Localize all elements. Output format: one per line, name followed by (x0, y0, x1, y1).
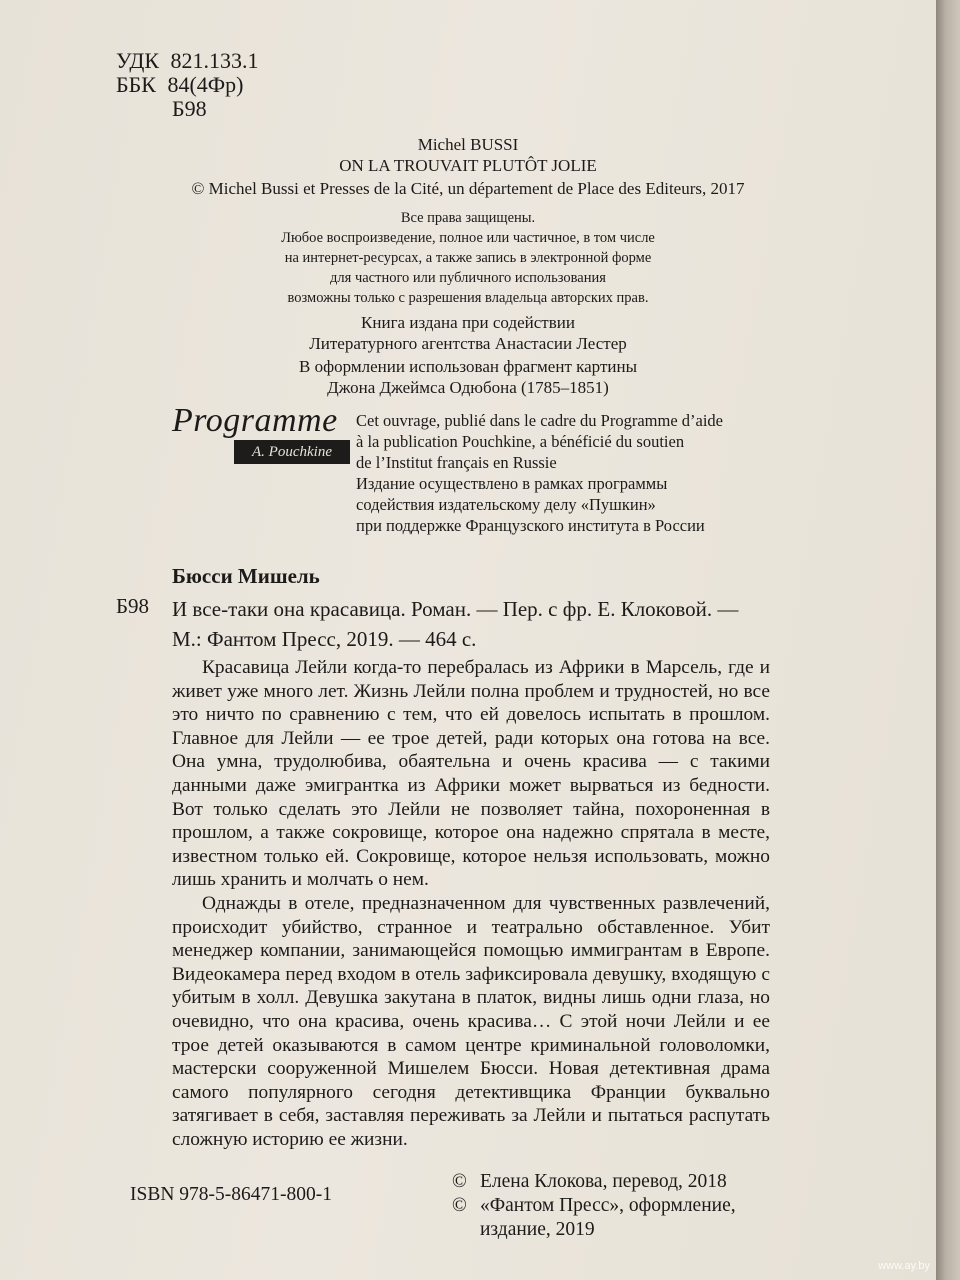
programme-pouchkine-logo (172, 402, 350, 466)
bbk-value: 84(4Фр) (167, 72, 244, 97)
programme-line: à la publication Pouchkine, a bénéficié du soutien (356, 432, 685, 451)
bbk-label: ББК (116, 72, 156, 97)
copyright-symbol: © (452, 1195, 467, 1216)
original-title: ON LA TROUVAIT PLUTÔT JOLIE (339, 156, 597, 175)
rights-line: Любое воспроизведение, полное или частичное, в том числе (281, 230, 655, 246)
programme-line: содействия издательскому делу «Пушкин» (356, 495, 656, 514)
watermark: www.ay.by (878, 1260, 930, 1272)
rights-line: возможны только с разрешения владельца авторских прав. (287, 290, 649, 306)
author-heading: Бюсси Мишель (172, 564, 320, 588)
pouchkine-signature-plaque: A. Pouchkine (234, 440, 350, 464)
programme-line: de l’Institut français en Russie (356, 453, 557, 472)
bibliographic-line: И все-таки она красавица. Роман. — Пер. с фр. Е. Клоковой. — (172, 597, 739, 621)
copyright-symbol: © (452, 1171, 467, 1192)
udk-label: УДК (116, 48, 160, 73)
udk-value: 821.133.1 (170, 48, 259, 73)
programme-line: при поддержке Французского института в России (356, 516, 705, 535)
programme-logo-word: Programme (172, 402, 338, 439)
book-spine-edge (936, 0, 960, 1280)
agency-line: Литературного агентства Анастасии Лестер (309, 334, 627, 353)
bibliographic-line: М.: Фантом Пресс, 2019. — 464 с. (172, 627, 477, 651)
cover-art-line: В оформлении использован фрагмент картины (299, 357, 637, 376)
cutter-code: Б98 (172, 96, 207, 121)
bbk-line (116, 72, 244, 98)
annotation-paragraph: Однажды в отеле, предназначенном для чувственных развлечений, происходит убийство, странное и театрально обставленное. Убит менеджер компании, занимающейся помощью иммигрантам в Европе. Видеокамера перед входом в отель зафиксировала девушку, входящую с убитым в холл. Девушка закутана в платок, видны лишь одни глаза, но очевидно, что она красива, очень красива… С этой ночи Лейли и ее трое детей оказываются в самом центре криминальной головоломки, мастерски сооруженной Мишелем Бюсси. Новая детективная драма самого популярного сегодня детективщика Франции буквально затягивает в себя, заставляя переживать за Лейли и пытаться распутать сложную историю ее жизни. (172, 892, 770, 1150)
original-copyright: © Michel Bussi et Presses de la Cité, un département de Place des Editeurs, 2017 (191, 179, 745, 198)
isbn: ISBN 978-5-86471-800-1 (130, 1184, 333, 1205)
copyright-line: издание, 2019 (480, 1219, 595, 1240)
cover-art-line: Джона Джеймса Одюбона (1785–1851) (327, 378, 609, 397)
annotation (172, 656, 770, 1151)
annotation-paragraph: Красавица Лейли когда-то перебралась из Африки в Марсель, где и живет уже много лет. Жизнь Лейли полна проблем и трудностей, но все это ничто по сравнению с тем, что ей довелось испытать в прошлом. Главное для Лейли — ее трое детей, ради которых она готова на все. Она умна, трудолюбива, обаятельна и очень красива — с такими данными даже эмигрантка из Африки может вырваться из бедности. Вот только сделать это Лейли не позволяет тайна, похороненная в прошлом, а также сокровище, которое она надежно спрятала в месте, известном только ей. Сокровище, которое нельзя использовать, можно лишь хранить и молчать о нем. (172, 657, 770, 891)
programme-line: Cet ouvrage, publié dans le cadre du Programme d’aide (356, 411, 723, 430)
programme-notice (356, 410, 723, 536)
agency-line: Книга издана при содействии (361, 313, 575, 332)
copyright-line: Елена Клокова, перевод, 2018 (480, 1171, 727, 1192)
rights-line: на интернет-ресурсах, а также запись в электронной форме (284, 250, 652, 266)
original-author: Michel BUSSI (417, 135, 519, 154)
programme-line: Издание осуществлено в рамках программы (356, 474, 668, 493)
bibliographic-description (172, 594, 738, 654)
rights-line: Все права защищены. (400, 210, 536, 226)
copyright-block (452, 1170, 736, 1242)
bibliographic-code: Б98 (116, 594, 150, 618)
rights-line: для частного или публичного использования (330, 270, 606, 286)
udk-line (116, 48, 259, 74)
copyright-line: «Фантом Пресс», оформление, (480, 1195, 736, 1216)
